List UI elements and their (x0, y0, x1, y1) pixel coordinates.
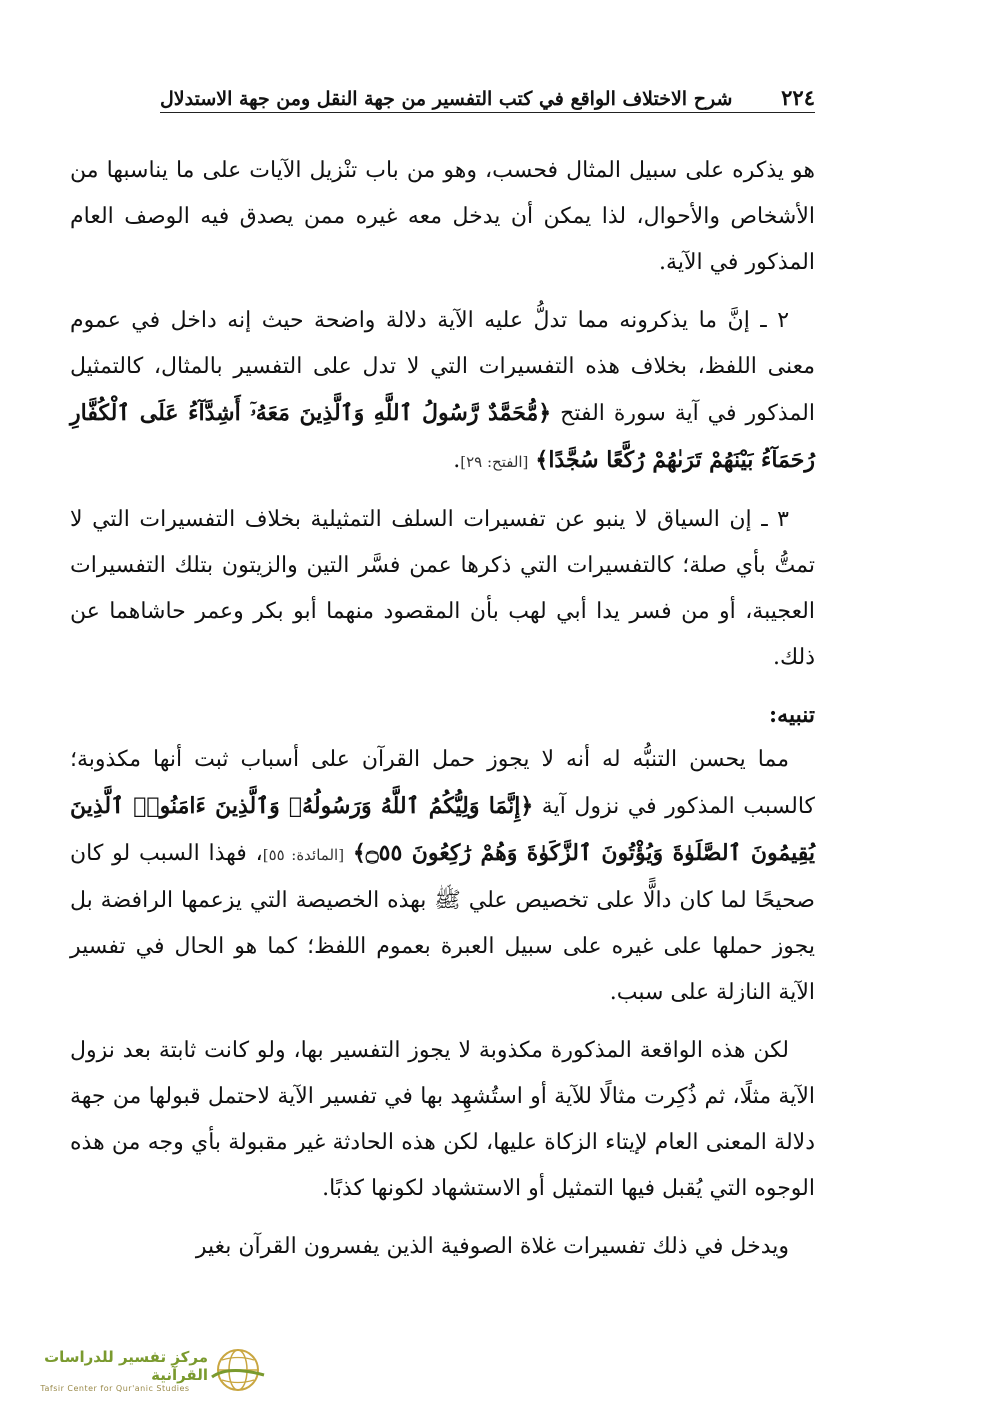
quran-verse-maidah: ﴿إِنَّمَا وَلِيُّكُمُ ٱللَّهُ وَرَسُولُهُۥ وَٱلَّذِينَ ءَامَنُوا۟ ٱلَّذِينَ يُقِيمُونَ ٱلصَّلَوٰةَ وَيُؤْتُونَ ٱلزَّكَوٰةَ وَهُمْ رَٰكِعُونَ ۝٥٥﴾ (70, 793, 816, 866)
header-rule (160, 112, 815, 113)
note-heading: تنبيه: (769, 702, 815, 728)
paragraph-2 (70, 298, 815, 485)
paragraph-5: لكن هذه الواقعة المذكورة مكذوبة لا يجوز التفسير بها، ولو كانت ثابتة بعد نزول الآية مثلًا، ثم ذُكِرت مثالًا للآية أو استُشهِد بها في تفسير الآية لاحتمل قبولها من جهة دلالة المعنى العام لإيتاء الزكاة عليها، لكن هذه الحادثة غير مقبولة بأي وجه من هذه الوجوه التي يُقبل فيها التمثيل أو الاستشهاد لكونها كذبًا. (70, 1038, 815, 1201)
page-header (160, 70, 815, 110)
paragraph-2-text: ٢ ـ إنَّ ما يذكرونه مما تدلُّ عليه الآية دلالة واضحة حيث إنه داخل في عموم معنى اللفظ، بخلاف هذه التفسيرات التي لا تدل على التفسير بالمثال، كالتمثيل المذكور في آية سورة الفتح (70, 308, 816, 426)
page-number: ٢٢٤ (781, 85, 815, 110)
logo-text (22, 1348, 208, 1393)
paragraph-4 (70, 737, 815, 1016)
paragraph-4-text: مما يحسن التنبُّه له أنه لا يجوز حمل القرآن على أسباب ثبت أنها مكذوبة؛ كالسبب المذكور في نزول آية (70, 747, 815, 819)
logo-english-name: Tafsir Center for Qur'anic Studies (40, 1383, 190, 1393)
logo-arabic-name: مركز تفسير للدراسات القرآنية (44, 1347, 208, 1384)
page-body (70, 148, 815, 1282)
paragraph-6: ويدخل في ذلك تفسيرات غلاة الصوفية الذين يفسرون القرآن بغير (195, 1234, 789, 1259)
paragraph-1: هو يذكره على سبيل المثال فحسب، وهو من باب تنْزيل الآيات على ما يناسبها من الأشخاص والأحوال، لذا يمكن أن يدخل معه غيره ممن يصدق فيه الوصف العام المذكور في الآية. (70, 158, 815, 275)
running-title: شرح الاختلاف الواقع في كتب التفسير من جهة النقل ومن جهة الاستدلال (160, 88, 733, 110)
verse-reference-maidah: [المائدة: ٥٥] (262, 846, 345, 864)
globe-logo-icon (208, 1345, 268, 1395)
quran-verse-fath: ﴿مُّحَمَّدٌ رَّسُولُ ٱللَّهِ وَٱلَّذِينَ مَعَهُۥٓ أَشِدَّآءُ عَلَى ٱلْكُفَّارِ رُحَمَآءُ بَيْنَهُمْ تَرَىٰهُمْ رُكَّعًا سُجَّدًا﴾ (70, 400, 815, 473)
verse-reference-fath: [الفتح: ٢٩] (460, 453, 529, 471)
paragraph-4-end: ، فهذا السبب لو كان صحيحًا لما كان دالًّا على تخصيص علي ﷺ بهذه الخصيصة التي يزعمها الرافضة بل يجوز حملها على غيره على سبيل العبرة بعموم اللفظ؛ كما هو الحال في تفسير الآية النازلة على سبب. (70, 841, 815, 1005)
footer-logo (18, 1340, 268, 1400)
paragraph-2-end: . (453, 448, 461, 473)
paragraph-3: ٣ ـ إن السياق لا ينبو عن تفسيرات السلف التمثيلية بخلاف التفسيرات التي لا تمتُّ بأي صلة؛ كالتفسيرات التي ذكرها عمن فسَّر التين والزيتون بتلك التفسيرات العجيبة، أو من فسر يدا أبي لهب بأن المقصود منهما أبو بكر وعمر حاشاهما عن ذلك. (70, 507, 815, 670)
